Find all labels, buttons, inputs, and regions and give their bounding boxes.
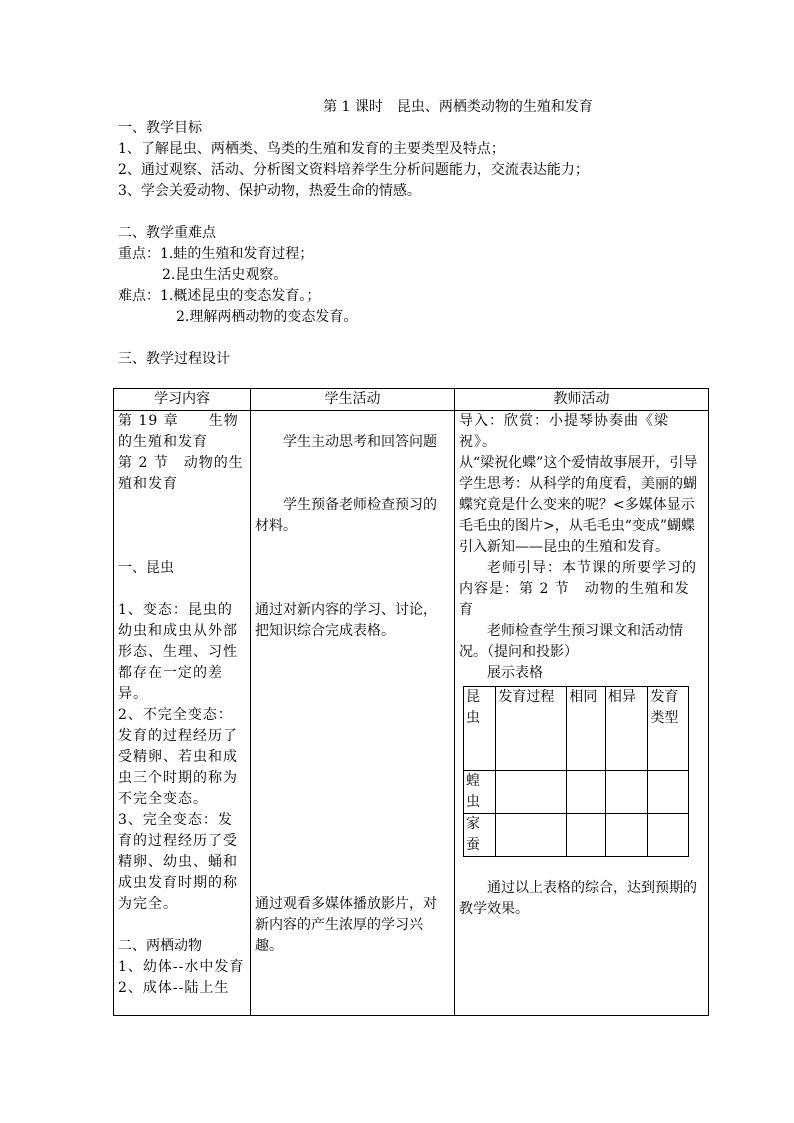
metamorphosis-text: 1、变态：昆虫的幼虫和成虫从外部形态、生理、习性都存在一定的差异。 xyxy=(118,602,238,702)
inner-header-insect: 昆虫 xyxy=(464,687,496,771)
section1-heading: 一、教学目标 xyxy=(118,120,202,136)
incomplete-metamorphosis-text: 2、不完全变态：发育的过程经历了受精卵、若虫和成虫三个时期的称为不完全变态。 xyxy=(118,707,238,807)
inner-header-same: 相同 xyxy=(567,687,606,771)
complete-metamorphosis-text: 3、完全变态：发育的过程经历了受精卵、幼虫、蛹和成虫发育时期的称为完全。 xyxy=(118,812,238,912)
section-text: 第 2 节 动物的生殖和发育 xyxy=(118,455,244,492)
header-teacher: 教师活动 xyxy=(455,389,709,411)
goal-item-1: 1、了解昆虫、两栖类、鸟类的生殖和发育的主要类型及特点； xyxy=(118,141,505,157)
section3-heading: 三、教学过程设计 xyxy=(118,351,230,367)
amphibian-heading: 二、两栖动物 xyxy=(118,938,202,954)
teacher-check: 老师检查学生预习课文和活动情况。（提问和投影） xyxy=(459,623,683,660)
goal-item-2: 2、通过观察、活动、分析图文资料培养学生分析问题能力，交流表达能力； xyxy=(118,162,589,178)
teacher-conclusion: 通过以上表格的综合，达到预期的教学效果。 xyxy=(459,880,697,917)
student-activity-3: 通过对新内容的学习、讨论，把知识综合完成表格。 xyxy=(255,602,437,639)
chapter-text: 第 19 章 生物的生殖和发育 xyxy=(118,413,239,450)
larva-text: 1、幼体--水中发育 xyxy=(118,959,245,975)
student-activity-2: 学生预备老师检查预习的材料。 xyxy=(255,497,437,534)
lesson-title: 第 1 课时 昆虫、两栖类动物的生殖和发育 xyxy=(323,99,593,115)
student-activity-1: 学生主动思考和回答问题 xyxy=(283,434,437,450)
header-content: 学习内容 xyxy=(114,389,251,411)
key-point-1: 重点：1.蛙的生殖和发育过程； xyxy=(118,246,314,262)
inner-row-locust: 蝗虫 xyxy=(464,771,496,814)
goal-item-3: 3、学会关爱动物、保护动物，热爱生命的情感。 xyxy=(118,183,421,199)
difficulty-1: 难点：1.概述昆虫的变态发育。； xyxy=(118,288,321,304)
teacher-intro: 导入：欣赏：小提琴协奏曲《梁祝》。 xyxy=(459,413,669,450)
key-point-2: 2.昆虫生活史观察。 xyxy=(162,267,288,283)
teacher-lead: 老师引导：本节课的所要学习的内容是：第 2 节 动物的生殖和发育 xyxy=(459,560,697,618)
header-student: 学生活动 xyxy=(251,389,455,411)
section2-heading: 二、教学重难点 xyxy=(118,225,216,241)
insect-comparison-table xyxy=(463,686,689,857)
insect-heading: 一、昆虫 xyxy=(118,560,174,576)
teacher-guide: 从“梁祝化蝶”这个爱情故事展开，引导学生思考：从科学的角度看，美丽的蝴蝶究竟是什么变来的呢？<多媒体显示毛毛虫的图片>，从毛毛虫“变成”蝴蝶引入新知——昆虫的生殖和发育。 xyxy=(459,455,698,555)
student-cell xyxy=(251,411,455,1016)
teacher-cell xyxy=(455,411,709,1016)
show-table-label: 展示表格 xyxy=(487,665,543,681)
inner-row-silkworm: 家蚕 xyxy=(464,814,496,857)
lesson-intro xyxy=(118,118,738,370)
adult-text: 2、成体--陆上生 xyxy=(118,980,230,996)
content-cell xyxy=(114,411,251,1016)
difficulty-2: 2.理解两栖动物的变态发育。 xyxy=(176,309,358,325)
inner-header-different: 相异 xyxy=(605,687,648,771)
inner-header-process: 发育过程 xyxy=(496,687,567,771)
lesson-plan-table xyxy=(113,388,709,1016)
inner-header-type: 发育类型 xyxy=(648,687,689,771)
student-activity-4: 通过观看多媒体播放影片，对新内容的产生浓厚的学习兴趣。 xyxy=(255,896,437,954)
